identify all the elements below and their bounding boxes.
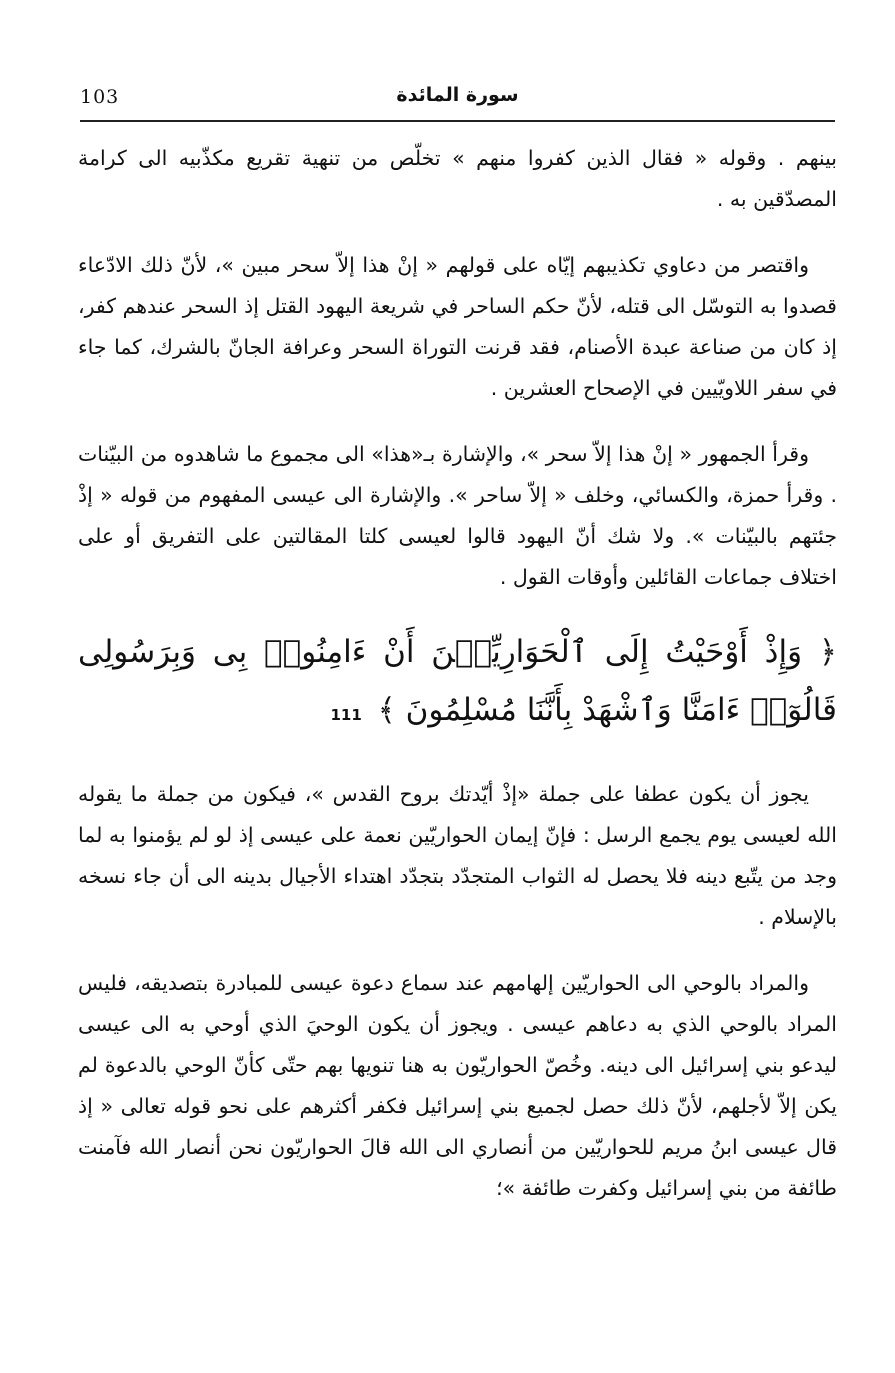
running-title: سورة المائدة xyxy=(396,84,519,106)
paragraph: وقرأ الجمهور « إنْ هذا إلاّ سحر »، والإشارة بـ«هذا» الى مجموع ما شاهدوه من البيّنات . وقرأ حمزة، والكسائي، وخلف « إلاّ ساحر ». والإشارة الى عيسى المفهوم من قوله « إذْ جئتهم بالبيّنات ». ولا شك أنّ اليهود قالوا لعيسى كلتا المقالتين على التفريق أو على اختلاف جماعات القائلين وأوقات القول . xyxy=(78,442,837,589)
page-body xyxy=(78,138,837,1234)
paragraph: بينهم . وقوله « فقال الذين كفروا منهم » تخلّص من تنهية تقريع مكذّبيه الى كرامة المصدّقين به . xyxy=(78,146,837,211)
header-rule xyxy=(80,120,835,122)
verse-text: ﴿ وَإِذْ أَوْحَيْتُ إِلَى ٱلْحَوَارِيِّـۧنَ أَنْ ءَامِنُوا۟ بِى وَبِرَسُولِى قَالُوٓا۟ ءَامَنَّا وَٱشْهَدْ بِأَنَّنَا مُسْلِمُونَ ﴾ xyxy=(78,634,837,728)
page-number: 103 xyxy=(80,86,120,108)
paragraph: والمراد بالوحي الى الحواريّين إلهامهم عند سماع دعوة عيسى للمبادرة بتصديقه، فليس المراد بالوحي الذي به دعاهم عيسى . ويجوز أن يكون الوحيَ الذي أوحي به الى عيسى ليدعو بني إسرائيل الى دينه. وخُصّ الحواريّون به هنا تنويها بهم حتّى كأنّ الوحي بالدعوة لم يكن إلاّ لأجلهم، لأنّ ذلك حصل لجميع بني إسرائيل فكفر أكثرهم على نحو قوله تعالى « إذ قال عيسى ابنُ مريم للحواريّين من أنصاري الى الله قالَ الحواريّون نحن أنصار الله فآمنت طائفة من بني إسرائيل وكفرت طائفة »؛ xyxy=(78,971,837,1200)
quran-verse xyxy=(78,623,837,744)
verse-number: 111 xyxy=(330,706,362,724)
page-header xyxy=(80,80,835,114)
paragraph: واقتصر من دعاوي تكذيبهم إيّاه على قولهم « إنْ هذا إلاّ سحر مبين »، لأنّ ذلك الادّعاء قصدوا به التوسّل الى قتله، لأنّ حكم الساحر في شريعة اليهود القتل إذ السحر عندهم كفر، إذ كان من صناعة عبدة الأصنام، فقد قرنت التوراة السحر وعرافة الجانّ بالشرك، كما جاء في سفر اللاويّيين في الإصحاح العشرين . xyxy=(78,253,837,400)
paragraph: يجوز أن يكون عطفا على جملة «إذْ أيّدتك بروح القدس »، فيكون من جملة ما يقوله الله لعيسى يوم يجمع الرسل : فإنّ إيمان الحواريّين نعمة على عيسى إذ لو لم يؤمنوا به لما وجد من يتّبع دينه فلا يحصل له الثواب المتجدّد بتجدّد اهتداء الأجيال بدينه الى أن جاء نسخه بالإسلام . xyxy=(78,782,837,929)
